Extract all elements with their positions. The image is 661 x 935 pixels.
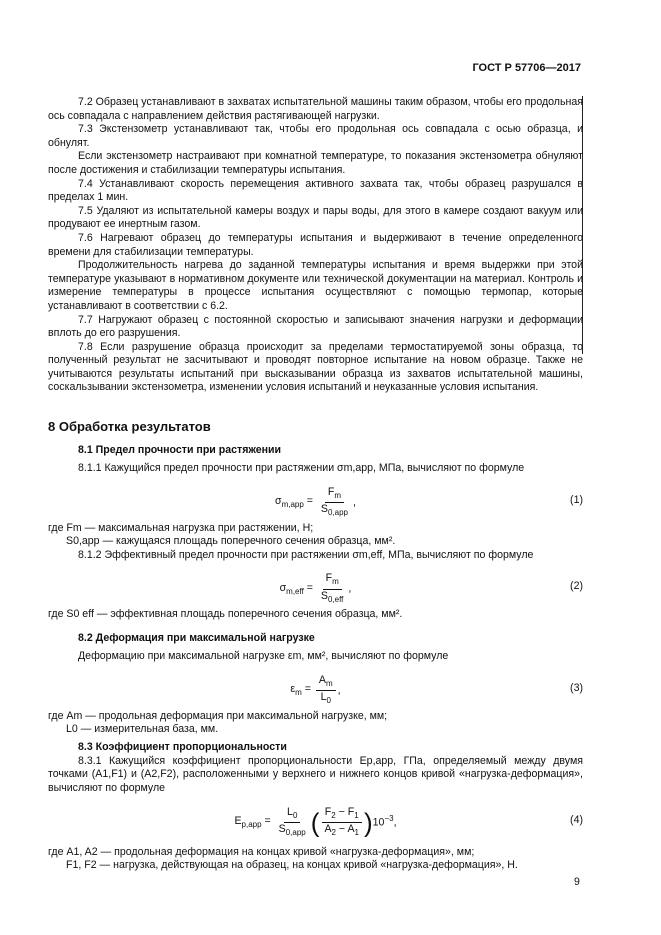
- paragraph-7-6-note: Продолжительность нагрева до заданной температуры испытания и время выдержки при этой температуре указывают в нормативном документе или технической документации на материал. Контроль и измерение температуры в процессе испытания осуществляют с помощью термопар, которые устанавливают в соответствии с 6.2.: [48, 259, 583, 312]
- paragraph-8-1-1: 8.1.1 Кажущийся предел прочности при растяжении σm,app, МПа, вычисляют по формуле: [78, 462, 525, 475]
- formula-3-number: (3): [570, 681, 583, 694]
- section-8-1-title: 8.1 Предел прочности при растяжении: [78, 444, 282, 457]
- formula-4-number: (4): [570, 813, 583, 826]
- paragraph-8-1-2: 8.1.2 Эффективный предел прочности при растяжении σm,eff, МПа, вычисляют по формуле: [78, 548, 534, 561]
- definition-4b: F1, F2 — нагрузка, действующая на образец, на концах кривой «нагрузка-деформация», Н.: [66, 859, 518, 872]
- definition-1b: S0,app — кажущаяся площадь поперечного сечения образца, мм².: [66, 535, 396, 548]
- paragraph-7-2: 7.2 Образец устанавливают в захватах испытательной машины таким образом, чтобы его продольная ось совпадала с направлением действия растягивающей нагрузки.: [48, 96, 583, 122]
- formula-1-number: (1): [570, 493, 583, 506]
- page-number: 9: [574, 876, 580, 888]
- formula-4: $E_{p,app}$ = $L_0$ $S_{0,app}$ ( $\frac{F_2 - F_1}{A_2 - A_1}$ )$10^{-3}$, (4): [234, 805, 583, 838]
- definition-4a: где A1, A2 — продольная деформация на концах кривой «нагрузка-деформация», мм;: [48, 845, 475, 858]
- formula-1: $\sigma_{m,app}$ = $F_m$ $S_{0,app}$ , (1): [275, 485, 583, 517]
- section-8-2-title: 8.2 Деформация при максимальной нагрузке: [78, 632, 315, 645]
- paragraph-7-3-note: Если экстензометр настраивают при комнатной температуре, то показания экстензометра обнуляют после достижения и стабилизации температуры испытания.: [48, 150, 583, 176]
- definition-3a: где Am — продольная деформация при максимальной нагрузке, мм;: [48, 709, 388, 722]
- formula-2-number: (2): [570, 580, 583, 593]
- paragraph-7-8: 7.8 Если разрушение образца происходит за пределами термостатируемой зоны образца, то полученный результат не засчитывают и проводят повторное испытание на новом образце. Также не учитываются результаты испытаний при высказывании образца из захватов испытательной машины, соскальзывании экстензометра, изменении условия испытаний и неуказанные условия испытания.: [48, 340, 583, 394]
- section-8-title: 8 Обработка результатов: [48, 419, 211, 435]
- formula-2: $\sigma_{m,eff}$ = $F_m$ $S_{0,eff}$ , (2): [279, 572, 583, 604]
- paragraph-7-3: 7.3 Экстензометр устанавливают так, чтобы его продольная ось совпадала с осью образца, и обнулят.: [48, 123, 583, 149]
- definition-1a: где Fm — максимальная нагрузка при растяжении, Н;: [48, 521, 314, 534]
- paragraph-7-4: 7.4 Устанавливают скорость перемещения активного захвата так, чтобы образец разрушался в пределах 1 мин.: [48, 177, 583, 204]
- paragraph-8-3-1: 8.3.1 Кажущийся коэффициент пропорциональности Ep,app, ГПа, определяемый между двумя точками (A1,F1) и (A2,F2), расположенными у верхнего и нижнего концов кривой «нагрузка-деформация», вычисляют по формуле: [48, 754, 583, 794]
- document-header: ГОСТ Р 57706—2017: [472, 62, 581, 74]
- definition-3b: L0 — измерительная база, мм.: [66, 723, 219, 736]
- paragraph-7-7: 7.7 Нагружают образец с постоянной скоростью и записывают значения нагрузки и деформации вплоть до его разрушения.: [48, 313, 583, 340]
- paragraph-7-6: 7.6 Нагревают образец до температуры испытания и выдерживают в течение определенного времени для стабилизации температуры.: [48, 231, 583, 258]
- page-content: [48, 96, 583, 873]
- paragraph-7-5: 7.5 Удаляют из испытательной камеры воздух и пары воды, для этого в камере создают вакуум или продувают ее инертным газом.: [48, 204, 583, 231]
- definition-2: где S0 eff — эффективная площадь поперечного сечения образца, мм².: [48, 608, 403, 621]
- formula-3: $\varepsilon_m$ = $\frac{A_m}{L_0}$ , (3): [290, 673, 583, 705]
- section-8-3-title: 8.3 Коэффициент пропорциональности: [78, 740, 287, 753]
- paragraph-8-2: Деформацию при максимальной нагрузке εm, мм², вычисляют по формуле: [78, 650, 449, 663]
